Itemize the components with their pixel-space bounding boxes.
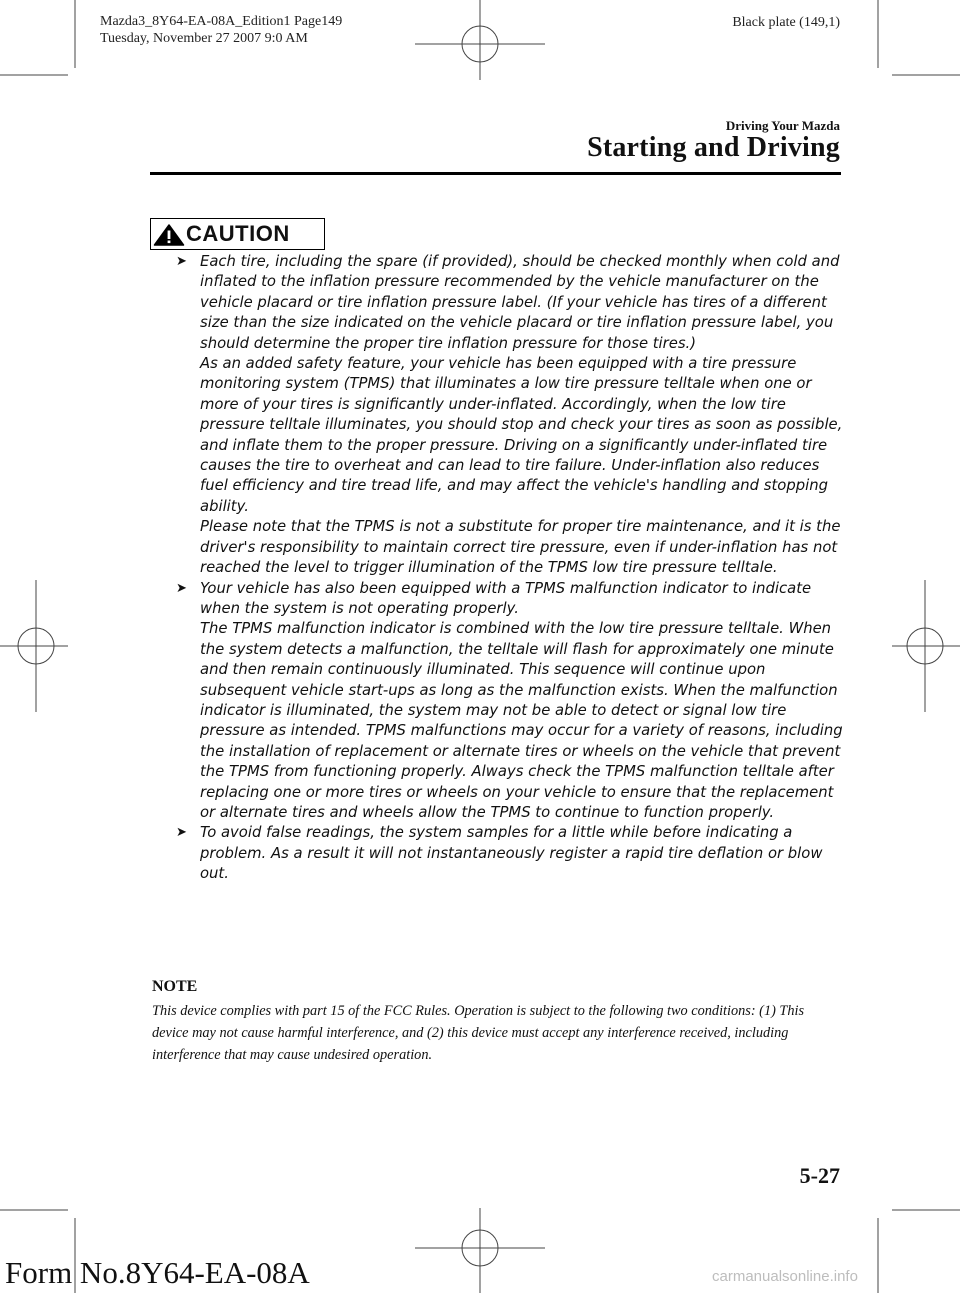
note-text: This device complies with part 15 of the FCC Rules. Operation is subject to the following two conditions: (1) This device may not cause harmful interference, and (2) this device must accept any interference received, including interference that may cause undesired operation. — [152, 1003, 805, 1063]
bullet-arrow-icon: ➤ — [176, 580, 187, 596]
bullet-arrow-icon: ➤ — [176, 254, 187, 269]
header-rule — [150, 172, 841, 175]
section-label: Driving Your Mazda — [725, 118, 840, 133]
note-heading: NOTE — [152, 978, 198, 995]
watermark: carmanualsonline.info — [712, 1268, 858, 1285]
caution-paragraph: The TPMS malfunction indicator is combined with the low tire pressure telltale. When the system detects a malfunction, the telltale will flash for approximately one minute and then remain continuously illuminated. This sequence will continue upon subsequent vehicle start-ups as long as the malfunction exists. When the malfunction indicator is illuminated, the system may not be able to detect or signal low tire pressure as intended. TPMS malfunctions may occur for a variety of reasons, including the installation of replacement or alternate tires or wheels on the vehicle that prevent the TPMS from functioning properly. Always check the TPMS malfunction telltale after replacing one or more tires or wheels on your vehicle to ensure that the replacement or alternate tires and wheels allow the TPMS to continue to function properly. — [200, 620, 843, 821]
warning-triangle-icon — [153, 224, 185, 246]
caution-paragraph: Please note that the TPMS is not a substitute for proper tire maintenance, and it is the driver's responsibility to maintain correct tire pressure, even if under-inflation has not reached the level to trigger illumination of the TPMS low tire pressure telltale. — [200, 518, 841, 577]
caution-paragraph: To avoid false readings, the system samples for a little while before indicating a problem. As a result it will not instantaneously register a rapid tire deflation or blow out. — [200, 824, 823, 883]
caution-label: CAUTION — [186, 221, 290, 246]
print-date-line: Tuesday, November 27 2007 9:0 AM — [100, 31, 308, 46]
print-metadata — [100, 13, 342, 47]
plate-label: Black plate (149,1) — [732, 15, 840, 30]
caution-list — [174, 252, 844, 885]
page-number: 5-27 — [799, 1163, 840, 1188]
caution-bullet — [174, 252, 844, 579]
caution-paragraph: As an added safety feature, your vehicle has been equipped with a tire pressure monitoring system (TPMS) that illuminates a low tire pressure telltale when one or more of your tires is significantly under-inflated. Accordingly, when the low tire pressure telltale illuminates, you should stop and check your tires as soon as possible, and inflate them to the proper pressure. Driving on a significantly under-inflated tire causes the tire to overheat and can lead to tire failure. Under-inflation also reduces fuel efficiency and tire tread life, and may affect the vehicle's handling and stopping ability. — [200, 355, 843, 515]
caution-paragraph: Each tire, including the spare (if provided), should be checked monthly when cold and inflated to the inflation pressure recommended by the vehicle manufacturer on the vehicle placard or tire inflation pressure label. (If your vehicle has tires of a different size than the size indicated on the vehicle placard or tire inflation pressure label, you should determine the proper tire inflation pressure for those tires.) — [200, 253, 840, 352]
print-file-line: Mazda3_8Y64-EA-08A_Edition1 Page149 — [100, 14, 343, 29]
caution-paragraph: Your vehicle has also been equipped with a TPMS malfunction indicator to indicate when the system is not operating properly. — [200, 579, 812, 617]
caution-bullet — [174, 823, 844, 884]
form-number: Form No.8Y64-EA-08A — [5, 1255, 310, 1290]
caution-bullet — [174, 579, 844, 824]
page-title: Starting and Driving — [587, 132, 840, 163]
bullet-arrow-icon: ➤ — [176, 825, 187, 841]
